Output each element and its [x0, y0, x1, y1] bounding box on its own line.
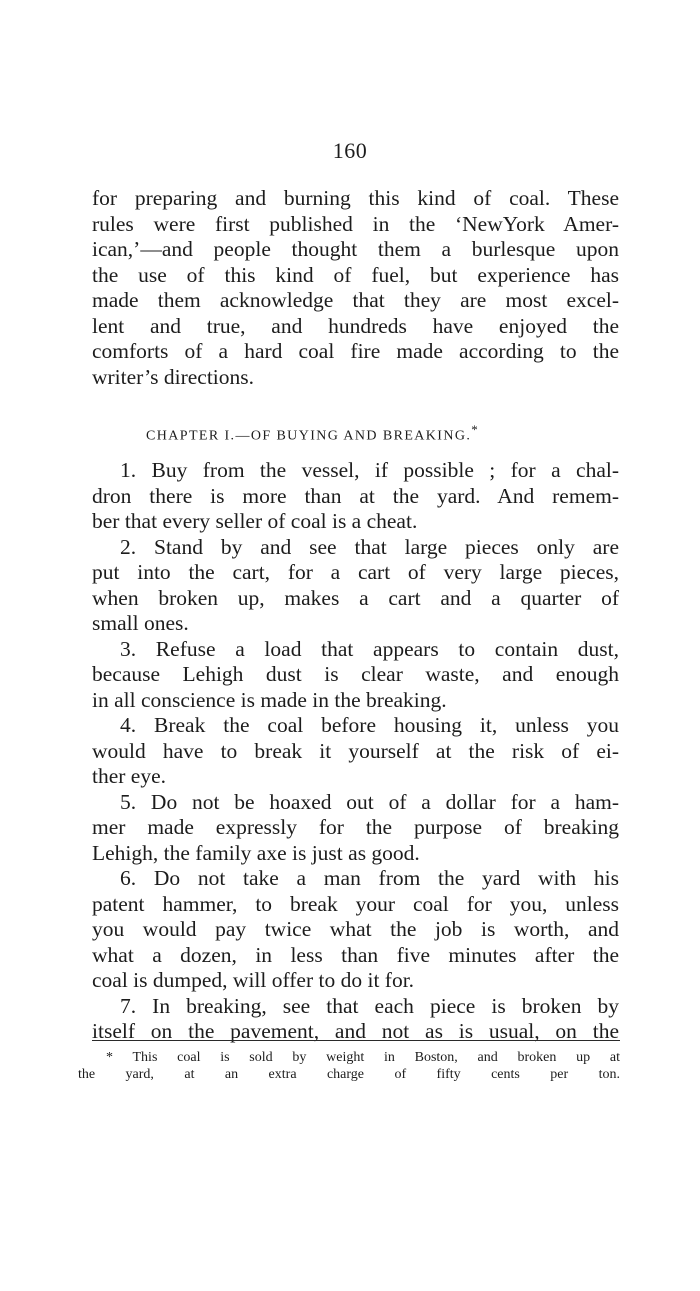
- text-line: writer’s directions.: [92, 364, 255, 389]
- rule-4-line: would have to break it yourself at the risk of ei-: [92, 738, 619, 763]
- footnote-divider: [92, 1040, 620, 1041]
- rule-7-line: itself on the pavement, and not as is usual, on the: [92, 1019, 619, 1043]
- rule-4-line: 4. Break the coal before housing it, unless you: [120, 713, 619, 737]
- text-line: lent and true, and hundreds have enjoyed the: [92, 313, 619, 338]
- rule-3-line: because Lehigh dust is clear waste, and enough: [92, 662, 619, 686]
- chapter-heading-text: CHAPTER I.—OF BUYING AND BREAKING.: [146, 428, 472, 444]
- rule-5-line: mer made expressly for the purpose of breaking: [92, 815, 619, 839]
- rule-2-line: 2. Stand by and see that large pieces only are: [120, 534, 619, 559]
- rule-2-line: when broken up, makes a cart and a quarter of: [92, 585, 619, 610]
- rule-7-line: 7. In breaking, see that each piece is broken by: [120, 993, 619, 1018]
- text-line: comforts of a hard coal fire made according to the: [92, 339, 619, 363]
- footnote: [78, 1049, 620, 1083]
- rule-3-line: 3. Refuse a load that appears to contain dust,: [120, 636, 619, 661]
- text-line: for preparing and burning this kind of coal. These: [92, 186, 619, 210]
- rule-1-line: dron there is more than at the yard. And remem-: [92, 483, 619, 508]
- rule-3-line: in all conscience is made in the breaking.: [92, 687, 447, 712]
- rule-6-line: coal is dumped, will offer to do it for.: [92, 968, 415, 992]
- footnote-line: * This coal is sold by weight in Boston, and broken up at: [106, 1050, 620, 1065]
- text-line: ican,’—and people thought them a burlesque upon: [92, 237, 619, 261]
- rule-6-line: you would pay twice what the job is worth, and: [92, 917, 619, 941]
- text-line: made them acknowledge that they are most excel-: [92, 288, 619, 312]
- rule-2-line: small ones.: [92, 611, 189, 635]
- footnote-mark: *: [471, 422, 478, 437]
- rule-6-line: what a dozen, in less than five minutes after the: [92, 942, 619, 967]
- text-line: the use of this kind of fuel, but experience has: [92, 262, 619, 287]
- page-number: 160: [332, 138, 368, 163]
- rule-6-line: patent hammer, to break your coal for you, unless: [92, 891, 619, 916]
- rule-2-line: put into the cart, for a cart of very large pieces,: [92, 560, 619, 584]
- rule-1-line: 1. Buy from the vessel, if possible ; for a chal-: [120, 458, 619, 482]
- text-line: rules were first published in the ‘NewYork Amer-: [92, 211, 619, 236]
- rule-1-line: ber that every seller of coal is a cheat.: [92, 509, 418, 533]
- rule-4-line: ther eye.: [92, 764, 167, 788]
- footnote-line: the yard, at an extra charge of fifty cents per ton.: [78, 1067, 620, 1082]
- intro-paragraph: [92, 186, 619, 390]
- rule-5-line: Lehigh, the family axe is just as good.: [92, 840, 420, 865]
- rule-5-line: 5. Do not be hoaxed out of a dollar for a ham-: [120, 789, 619, 814]
- rule-6-line: 6. Do not take a man from the yard with his: [120, 866, 619, 890]
- chapter-heading: [146, 422, 478, 445]
- rules-list: [92, 458, 619, 1045]
